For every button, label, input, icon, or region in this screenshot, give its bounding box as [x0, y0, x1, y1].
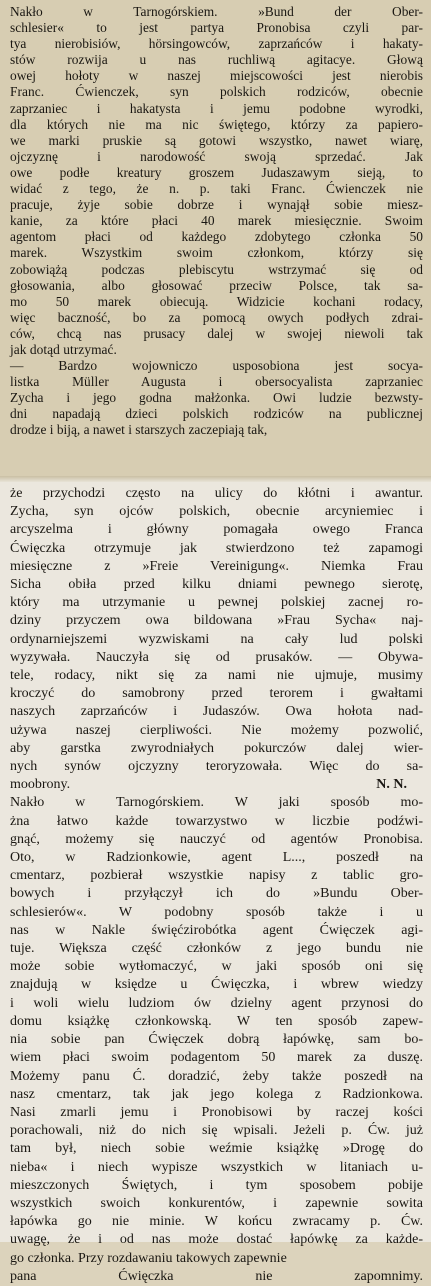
text-line: zobowiążą podczas plebiscytu wstrzymać się od — [10, 261, 423, 277]
text-line: jak dotąd utrzymać. — [10, 341, 117, 357]
text-line: drodze i biją, a nawet i starszych zaczepiają tak, — [10, 422, 268, 438]
text-line: dla których nie ma nic świętego, którzy za papiero- — [10, 116, 423, 132]
text-line: schlesier« to jest partya Pronobisa czyli par- — [10, 20, 423, 36]
text-line: ców, chcą nas prusacy dalej w swojej niewoli tak — [10, 325, 423, 341]
text-line: ojczyznę i narodowość swoją sprzedać. Jak — [10, 148, 423, 164]
text-line: Możemy panu Ć. doradzić, żeby także poszedł na — [10, 1068, 423, 1084]
text-line: nieba« i niech wypisze wszystkich w litaniach u- — [10, 1159, 423, 1175]
text-line: Nasi zmarli jemu i Pronobisowi by raczej kości — [10, 1104, 423, 1120]
text-line: Zycha i jego godna małżonka. Owi ludzie bezwsty- — [10, 390, 423, 406]
text-line: naszych zaprzańców i Judaszów. Owa hołota nad- — [10, 704, 423, 720]
text-line: nas w Nakle święćzirobótka agent Ćwięczek agi- — [10, 922, 423, 938]
text-line: Zycha, syn ojców polskich, obecnie arcyniemiec i — [10, 504, 423, 520]
text-line: Ćwięczka otrzymuje jak stwierdzono też zapamogi — [10, 540, 423, 556]
text-line: że przychodzi często na ulicy do kłótni i awantur. — [10, 486, 423, 501]
text-line: tuje. Większa część członków z jego bundu nie — [10, 941, 423, 957]
text-line: agentom płaci od każdego zdobytego członka 50 — [10, 229, 423, 245]
text-line: schlesierów«. W podobny sposób także i u — [10, 904, 423, 920]
text-line: uwagę, że i od nas może dostać łapówkę za każde- — [10, 1232, 423, 1248]
text-line: kroczyć do samobrony przed terorem i gwałtami — [10, 686, 423, 702]
text-line: pracuje, żyje sobie dobrze i wynajął sobie miesz- — [10, 197, 423, 213]
text-line: wiem płaci swoim podagentom 50 marek za duszę. — [10, 1050, 423, 1066]
text-line: Franc. Ćwienczek, syn polskich rodziców, obecnie — [10, 84, 423, 100]
text-line: stów rozwija u nas ruchliwą agitacye. Głową — [10, 52, 423, 68]
text-line: może sobie wytłomaczyć, w jaki sposób oni się — [10, 959, 423, 975]
article-fragment-top — [0, 0, 431, 478]
text-line: aby garstka zwyrodniałych pokurczów dalej wier- — [10, 740, 423, 756]
text-line: więc baczność, bo za pomocą owych podłych zdrai- — [10, 309, 423, 325]
text-line: domu książkę członkowską. W ten sposób zapew- — [10, 1013, 423, 1029]
text-line: moobrony. — [10, 777, 71, 793]
text-line: Oto, w Radzionkowie, agent L..., poszedł na — [10, 850, 423, 866]
text-line: żna łatwo każde towarzystwo w liczbie podźwi- — [10, 813, 423, 829]
text-line: znajdują w księdze u Ćwięczka, i wbrew wiedzy — [10, 977, 423, 993]
text-line: wszystkich swoich konkurentów, i zapewnie sowita — [10, 1195, 423, 1211]
text-line: używa naszej cierpliwości. Nie możemy pozwolić, — [10, 722, 423, 738]
text-line: bowych i przyłączył ich do »Bundu Ober- — [10, 886, 423, 902]
text-line: i woli wielu ludziom ów dzielny agent przynosi do — [10, 995, 423, 1011]
text-line: pana Ćwięczka nie zapomnimy. — [10, 1268, 423, 1284]
author-signature: N. N. — [376, 777, 407, 793]
text-line: łapówka go nie minie. W końcu zwracamy p. Ćw. — [10, 1214, 423, 1230]
text-line: tya nierobisiów, hörsingowców, zaprzańców i hakaty- — [10, 36, 423, 52]
article-fragment-bottom — [0, 482, 431, 1284]
text-line: tele, rodacy, nikt się za nami nie ujmuje, musimy — [10, 668, 423, 684]
text-line: Sicha obiła przed kilku dniami pewnego sierotę, — [10, 577, 423, 593]
text-line: listka Müller Augusta i obersocyalista zaprzaniec — [10, 374, 423, 390]
text-line: Nakło w Tarnogórskiem. »Bund der Ober- — [10, 4, 423, 19]
text-line: wyzywała. Nauczyła się od prusaków. — Obywa- — [10, 649, 423, 665]
text-line: nia sobie pan Ćwięczek dobrą łapówkę, sam bo- — [10, 1032, 423, 1048]
text-line: owe podłe kreatury groszem Judaszawym sieją, to — [10, 164, 423, 180]
text-line: Nakło w Tarnogórskiem. W jaki sposób mo- — [10, 795, 423, 811]
text-line: widać z tego, że n. p. taki Franc. Ćwienczek nie — [10, 181, 423, 197]
text-line: go członka. Przy rozdawaniu takowych zapewnie — [10, 1250, 287, 1266]
text-line: zaprzaniec i hakatysta i jemu podobne wyrodki, — [10, 100, 423, 116]
text-line: ordynarniejszemi wyzwiskami na cały lud polski — [10, 631, 423, 647]
text-line: nasz cmentarz, tak jak jego kolega z Radzionkowa. — [10, 1086, 423, 1102]
text-line: mieszczonych Świętych, i tym sposobem pobije — [10, 1177, 423, 1193]
text-line: gnąć, możemy się nauczyć od agentów Pronobisa. — [10, 831, 423, 847]
text-line: we marki pruskie są gotowi wszystko, nawet wiarę, — [10, 132, 423, 148]
text-line: miesięczne z »Freie Vereinigung«. Niemka Frau — [10, 558, 423, 574]
text-line: — Bardzo wojowniczo usposobiona jest socya- — [10, 358, 423, 374]
text-line: porachowali, niż do nich się wpisali. Jeżeli p. Ćw. już — [10, 1123, 423, 1139]
text-line: mo 50 marek obiecują. Widzicie kochani rodacy, — [10, 293, 423, 309]
text-line: marek. Wszystkim swoim członkom, którzy się — [10, 245, 423, 261]
text-line: nych synów ojczyzny teroryzowała. Więc do sa- — [10, 759, 423, 775]
text-line: dziny przyczem owa bildowana »Frau Sycha« naj- — [10, 613, 423, 629]
text-line: owej hołoty w naszej miejscowości jest nierobis — [10, 68, 423, 84]
text-line: który ma utrzymanie u pewnej polskiej zacnej ro- — [10, 595, 423, 611]
text-line: tam był, niech sobie weźmie książkę »Drogę do — [10, 1141, 423, 1157]
text-line: cmentarz, pozbierał wszystkie napisy z tablic gro- — [10, 868, 423, 884]
text-line: arcyszelma i główny pomagała owego Franca — [10, 522, 423, 538]
text-line: głosowania, albo głosować przeciw Polsce, tak sa- — [10, 277, 423, 293]
text-line: kanie, za które płaci 40 marek miesięcznie. Swoim — [10, 213, 423, 229]
text-line: dni napadają dzieci polskich rodziców na publicznej — [10, 406, 423, 422]
